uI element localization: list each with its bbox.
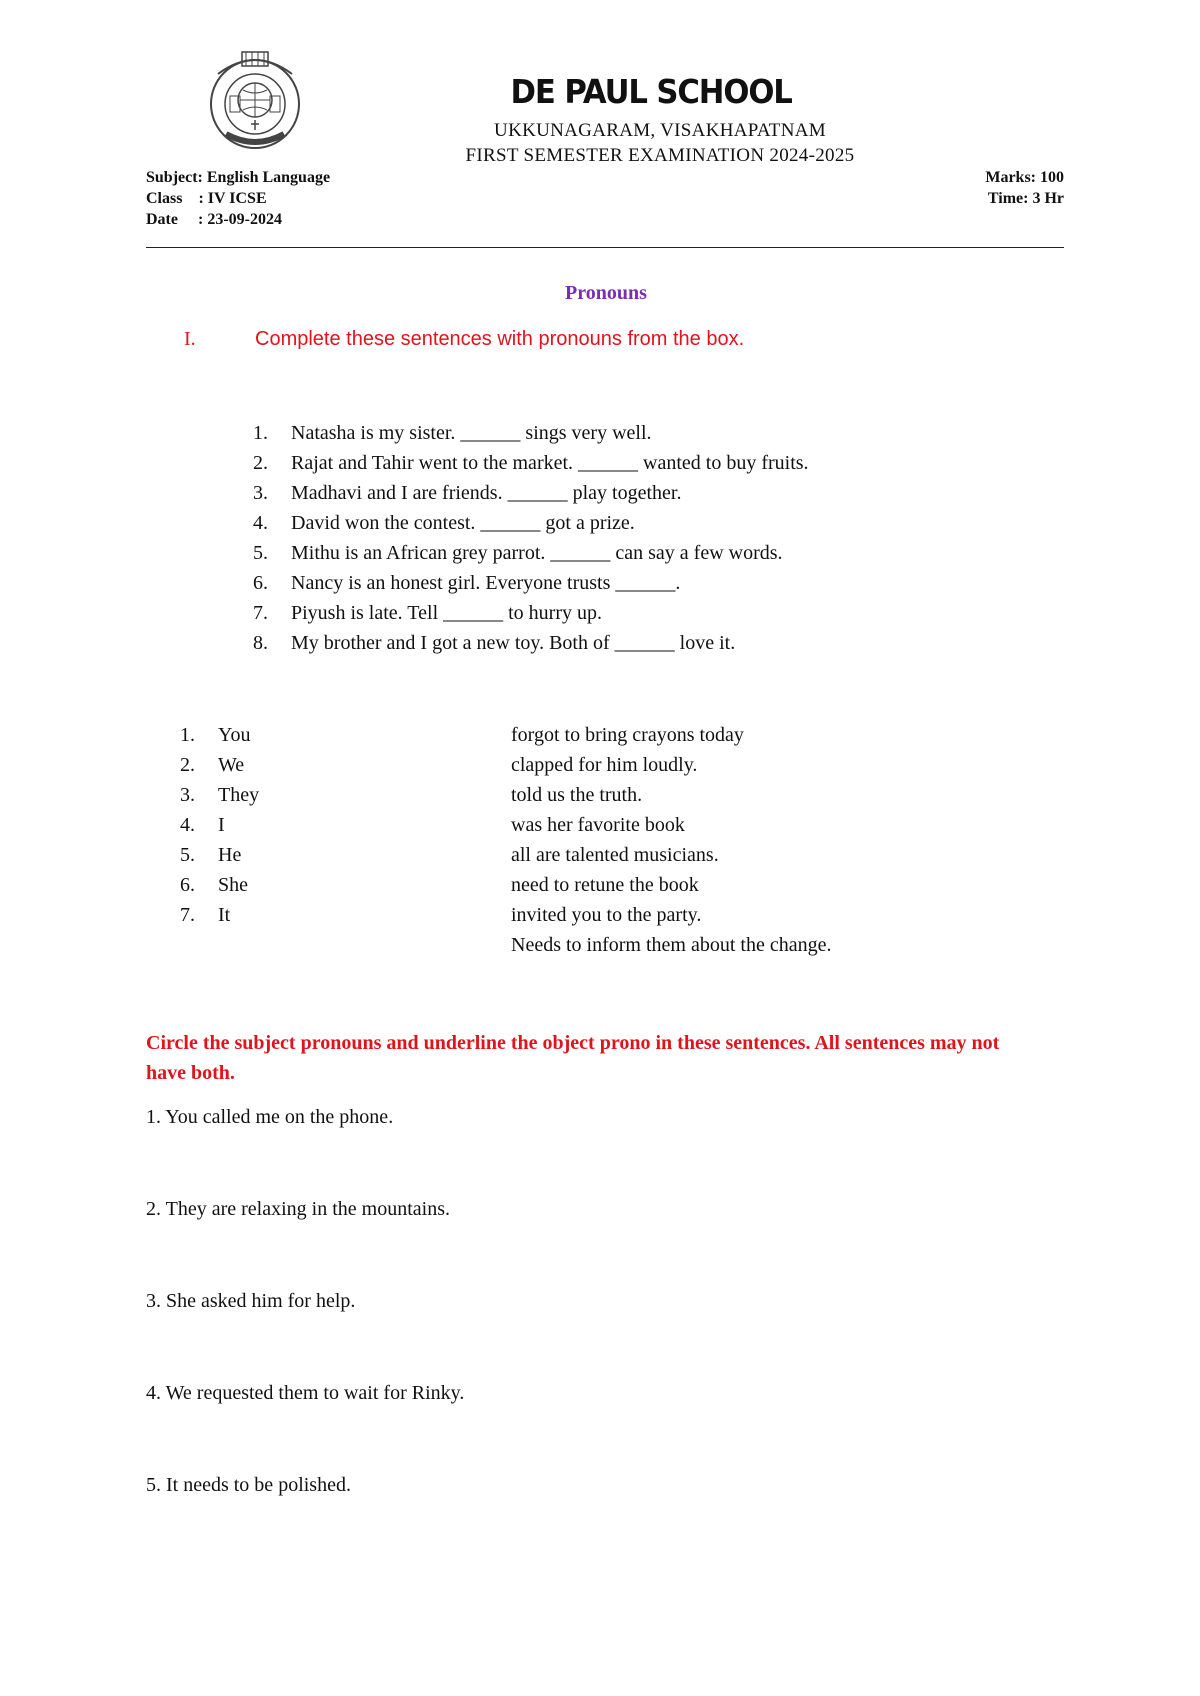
list-item: 8. My brother and I got a new toy. Both of ______ love it. xyxy=(253,632,736,654)
school-location: UKKUNAGARAM, VISAKHAPATNAM xyxy=(494,120,826,141)
list-item: 4. I xyxy=(180,814,225,836)
question-number: I. xyxy=(184,328,196,350)
list-item: 3. Madhavi and I are friends. ______ play together. xyxy=(253,482,682,504)
exam-title: FIRST SEMESTER EXAMINATION 2024-2025 xyxy=(465,145,855,166)
header-divider xyxy=(146,247,1064,248)
section-title: Pronouns xyxy=(565,282,647,304)
list-item: clapped for him loudly. xyxy=(511,754,698,776)
list-item: need to retune the book xyxy=(511,874,699,896)
marks-label: Marks: 100 xyxy=(985,169,1064,186)
list-item: 5. He xyxy=(180,844,242,866)
list-item: 7. It xyxy=(180,904,231,926)
date-label: Date : 23-09-2024 xyxy=(146,211,282,228)
list-item: forgot to bring crayons today xyxy=(511,724,744,746)
list-item: 7. Piyush is late. Tell ______ to hurry up. xyxy=(253,602,602,624)
list-item: 3. They xyxy=(180,784,260,806)
list-item: 5. Mithu is an African grey parrot. ______ can say a few words. xyxy=(253,542,783,564)
list-item: 1. Natasha is my sister. ______ sings very well. xyxy=(253,422,652,444)
subject-label: Subject: English Language xyxy=(146,169,331,186)
list-item: Needs to inform them about the change. xyxy=(511,934,832,956)
circle-underline-instruction: Circle the subject pronouns and underline the object prono in these sentences. All sentences may not have both. xyxy=(146,1032,1000,1084)
matching-left-column xyxy=(180,724,259,934)
list-item: invited you to the party. xyxy=(511,904,702,926)
sentence-item: 4. We requested them to wait for Rinky. xyxy=(146,1382,465,1404)
question-instruction: Complete these sentences with pronouns from the box. xyxy=(255,328,745,350)
time-label: Time: 3 Hr xyxy=(987,190,1064,207)
sentence-item: 5. It needs to be polished. xyxy=(146,1474,351,1496)
list-item: all are talented musicians. xyxy=(511,844,719,866)
list-item: was her favorite book xyxy=(511,814,685,836)
fill-blank-list xyxy=(253,422,809,662)
sentence-item: 1. You called me on the phone. xyxy=(146,1106,394,1128)
list-item: 2. Rajat and Tahir went to the market. ______ wanted to buy fruits. xyxy=(253,452,809,474)
class-label: Class : IV ICSE xyxy=(146,190,267,207)
sentence-item: 3. She asked him for help. xyxy=(146,1290,356,1312)
list-item: 1. You xyxy=(180,724,251,746)
school-name: DE PAUL SCHOOL xyxy=(510,72,792,111)
list-item: 4. David won the contest. ______ got a prize. xyxy=(253,512,635,534)
matching-right-column xyxy=(511,724,831,964)
list-item: 6. Nancy is an honest girl. Everyone trusts ______. xyxy=(253,572,681,594)
sentence-item: 2. They are relaxing in the mountains. xyxy=(146,1198,450,1220)
list-item: 2. We xyxy=(180,754,245,776)
list-item: told us the truth. xyxy=(511,784,643,806)
list-item: 6. She xyxy=(180,874,248,896)
